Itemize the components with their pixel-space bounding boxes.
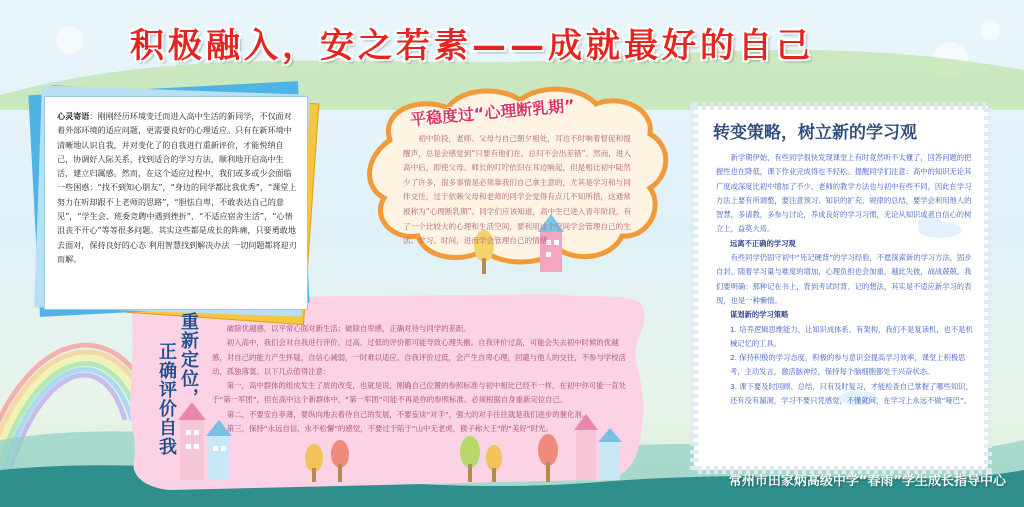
- bubble-decoration: [980, 20, 1000, 40]
- footer-organization: 常州市田家炳高级中学“春雨”学生成长指导中心: [728, 474, 1006, 489]
- pink-text: [212, 322, 632, 482]
- stamp-title: 转变策略，树立新的学习观: [713, 123, 917, 143]
- stamp-body: 1. 培养逻辑思维能力，让知识成体系，有架构，我们不是复读机，也不是机械记忆的工具。 2. 保持积极的学习态度，积极的参与意识会提高学习效率，课堂上积极思考，主动发言，激活脑神经，保持每个脑细胞都处于兴奋状态。 3. 课下要及时回顾、总结，只有及时复习，才能检查自己掌握了哪些知识，还有没有漏洞，学习不要只凭感觉，不懂就问，在学习上永远不做“哑巴”。: [730, 324, 973, 406]
- pink-heading: [142, 312, 212, 462]
- stamp-body: 有些同学仍固守初中“死记硬背”的学习经验，不愿探索新的学习方法，固步自封、随着学习量与难度的增加，心理负担也会加重，越此失彼，战战兢兢。我们要明确：那种记在书上，背到考试时背、记的想法，其实是不适应新学习的表现，也是一种懒惰。: [716, 253, 972, 305]
- pink-paragraph: 第三，保持“永远自信，永不松懈”的感觉，不要过于陷于“山中无老虎，猴子称大王”的“美好”时光。: [226, 424, 553, 434]
- bubble-decoration: [56, 26, 84, 54]
- cloud-title: 平稳度过“心理断乳期”: [409, 95, 576, 130]
- pink-heading-line: 重新定位，: [178, 312, 199, 407]
- pink-paragraph: 第二，不要安自菲薄，要纵向地去看待自己的发展，不要妄谈“对手”，强大的对手往往就是我们进步的催化剂。: [226, 409, 590, 419]
- pink-heading-line: 正确评价自我: [156, 342, 177, 456]
- heart-message-card-stack: [26, 86, 316, 318]
- cloud-text: 初中阶段，老师、父母与自己朝夕相处，耳边不时响着督促和提醒声，总是会感觉到“只要有他们在，总归不会出差错”。然而，进入高中后，即使父母、师长的叮咛依旧在耳边响起，但是相比初中陡然少了许多，很多事情是必须靠我们自己拿主意的，尤其是学习和与同伴交往，过于依赖父母和老师的同学会觉得有点儿不知所措，这通常被称为“心理断乳期”。同学们应该知道，高中生已进入青年阶段，有了一个比较大的心理和生活空间，要利用这个空间学会管理自己的生活、学习、时间，进而学会管理自己的情绪。: [403, 134, 632, 246]
- stamp-subheading: 远离不正确的学习观: [730, 238, 796, 248]
- pink-paragraph: 第一，高中群体的组成发生了质的改变，也就是说，刚确自己位置的参照标准与初中相比已经不一样，在初中你可能一直处于“第一军团”，但在高中这个新群体中，“第一军团”可能不再是你的参照标准。必须根据自身重新定位自己。: [212, 381, 626, 405]
- pink-paragraph: 初入高中，我们会对自我进行评价，过高、过低的评价都可能导致心理失衡。自我评价过高，可能会失去初中时候的优越感，对自己的能力产生怀疑，自信心减弱，一时难以适应。自我评价过低，会产生自卑心理，回避与他人的交往，不参与学校活动，孤独落寞。以下几点值得注意：: [212, 338, 626, 376]
- heart-message-card: [44, 96, 308, 310]
- stamp-subheading: 谋划新的学习策略: [730, 310, 789, 320]
- heart-message-label: 心灵寄语: [57, 111, 90, 121]
- pink-paragraph: 破除优越感，以平常心面对新生活；破除自卑感，正确对待与同学的差距。: [226, 324, 471, 333]
- stamp-intro: 新学期伊始，有些同学很快发现课堂上有时竟然听不太懂了，回答问题的把握性也在降低，课下作业完成得也不轻松。提醒同学们注意：高中的知识无论其广度或深度比初中增加了不少，老师的教学方法也与初中有些不同，因此在学习方法上要有所调整，要注意预习、知识的扩充、规律的总结，要学会利用他人的智慧，多请教，多参与讨论，养成良好的学习习惯，无论从知识或者自信心的树立上，益莫大焉。: [716, 153, 972, 234]
- heart-message-text: ：刚刚经历环境变迁而进入高中生活的新同学，不仅面对着外部环境的适应问题，更需要良好的心理适应。只有在新环境中清晰地认识自我，并对变化了的自我进行重新评价，才能悦纳自己，协调好人际关系，找到适合的学习方法，顺利地开启高中生活，建立归属感。然而，在这个适应过程中，我们或多或少会面临一些困惑：“找不到知心朋友”，“身边的同学都比我优秀”，“课堂上努力在听却跟不上老师的思路”，“胆怯自卑，不敢表达自己的意见”，“学生会、班委竞聘中遇到挫折”，“不适应宿舍生活”，“心情沮丧不开心”等等很多问题。其实这些都是成长的阵痛，只要勇敢地去面对，保持良好的心态 利用智慧找到解决办法 一切问题都将迎刃而解。: [57, 111, 297, 264]
- poster-title: 积极融入，安之若素——成就最好的自己: [130, 26, 814, 66]
- stamp-text: [716, 151, 978, 471]
